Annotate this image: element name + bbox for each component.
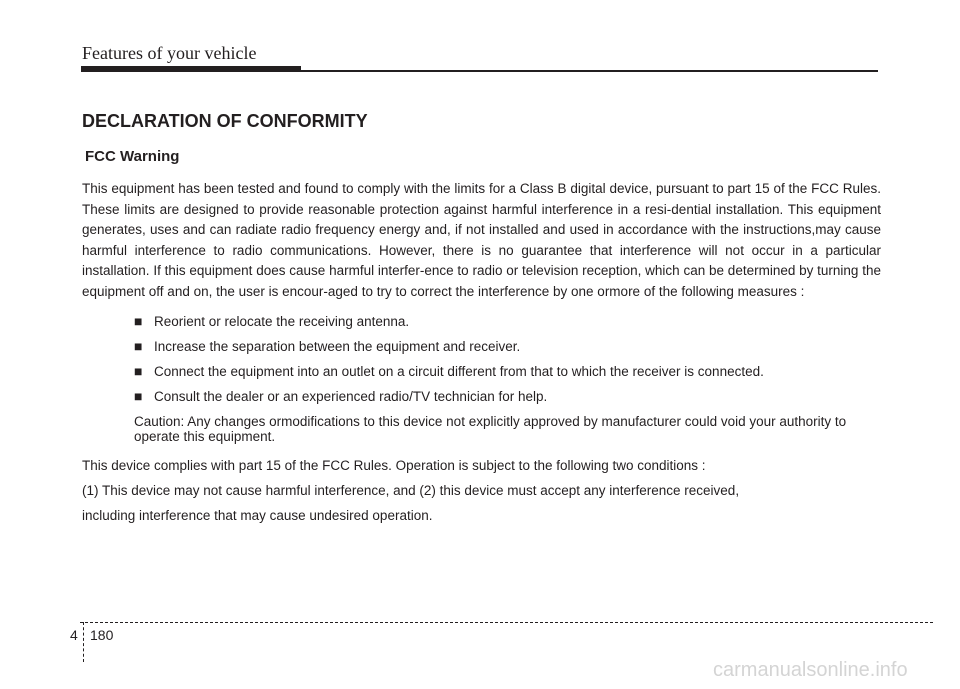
list-item — [134, 312, 881, 331]
square-bullet-icon: ■ — [134, 362, 143, 379]
watermark: carmanualsonline.info — [713, 659, 908, 681]
compliance-text: This device complies with part 15 of the FCC Rules. Operation is subject to the following two conditions : — [82, 458, 706, 474]
footer-divider — [83, 622, 84, 662]
caution-text: Caution: Any changes ormodifications to this device not explicitly approved by manufacturer could void your authority to operate this equipment. — [134, 414, 847, 445]
measure-text: Increase the separation between the equipment and receiver. — [154, 338, 521, 354]
list-item — [134, 337, 881, 356]
fcc-warning-heading: FCC Warning — [85, 148, 180, 165]
condition-text: (1) This device may not cause harmful interference, and (2) this device must accept any interference received, — [82, 483, 740, 499]
header-rule-thin — [81, 70, 878, 72]
square-bullet-icon: ■ — [134, 337, 143, 354]
list-item — [134, 387, 881, 406]
square-bullet-icon: ■ — [134, 312, 143, 329]
condition-text-continued: including interference that may cause undesired operation. — [82, 508, 433, 524]
list-item — [134, 362, 881, 381]
page-number: 180 — [90, 627, 114, 643]
measure-text: Connect the equipment into an outlet on a circuit different from that to which the receiver is connected. — [154, 363, 764, 379]
section-title: Features of your vehicle — [82, 43, 257, 63]
footer-rule — [80, 622, 933, 623]
page-content — [82, 108, 881, 523]
measure-text: Consult the dealer or an experienced radio/TV technician for help. — [154, 389, 548, 405]
intro-paragraph: This equipment has been tested and found to comply with the limits for a Class B digital device, pursuant to part 15 of the FCC Rules. These limits are designed to provide reasonable protection against harmful interference in a resi-dential installation. This equipment generates, uses and can radiate radio frequency energy and, if not installed and used in accordance with the instructions,may cause harmful interference to radio communications. However, there is no guarantee that interference will not occur in a particular installation. If this equipment does cause harmful interfer-ence to radio or television reception, which can be determined by turning the equipment off and on, the user is encour-aged to try to correct the interference by one ormore of the following measures : — [82, 181, 881, 299]
measures-list — [134, 312, 881, 407]
chapter-number: 4 — [70, 627, 78, 643]
square-bullet-icon: ■ — [134, 388, 143, 405]
measure-text: Reorient or relocate the receiving antenna. — [154, 313, 410, 329]
declaration-heading: DECLARATION OF CONFORMITY — [82, 111, 368, 131]
